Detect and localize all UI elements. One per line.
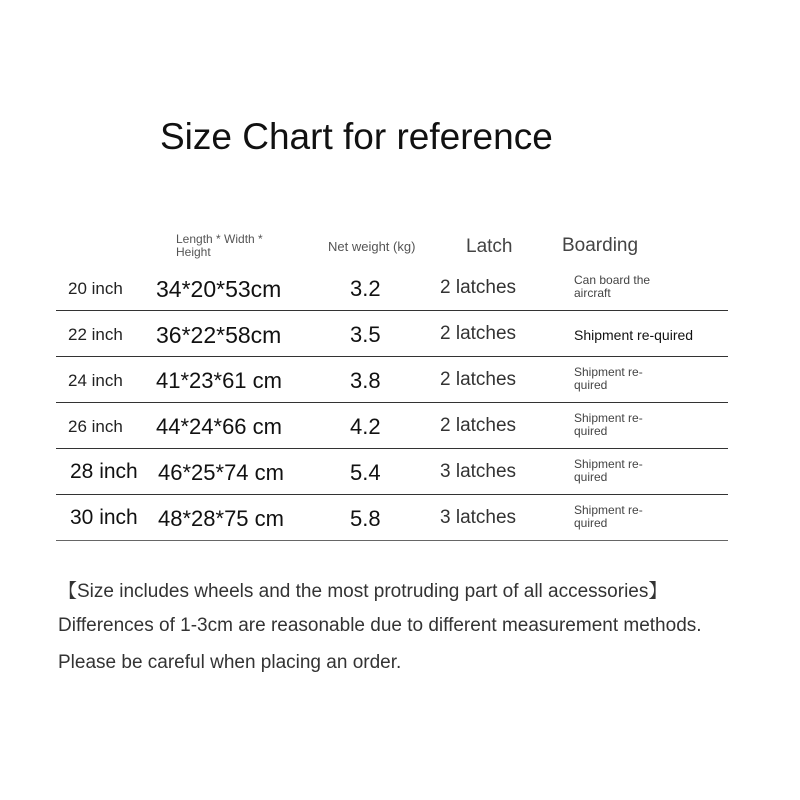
weight-cell: 5.4 — [350, 460, 381, 485]
weight-cell: 3.5 — [350, 322, 381, 347]
boarding-cell: Shipment re-quired — [574, 503, 643, 530]
size-table — [56, 265, 728, 541]
size-cell: 26 inch — [68, 417, 123, 436]
weight-cell: 4.2 — [350, 414, 381, 439]
boarding-cell: Shipment re-quired — [574, 327, 694, 343]
page-title: Size Chart for reference — [160, 116, 553, 157]
boarding-cell: Can board the aircraft — [574, 273, 651, 300]
table-row — [56, 495, 728, 541]
boarding-cell: Shipment re-quired — [574, 365, 643, 392]
dimensions-cell: 46*25*74 cm — [158, 460, 284, 485]
dimensions-cell: 36*22*58cm — [156, 322, 282, 348]
latch-cell: 2 latches — [440, 369, 517, 390]
boarding-cell: Shipment re-quired — [574, 411, 643, 438]
boarding-cell: Shipment re-quired — [574, 457, 643, 484]
note-careful: Please be careful when placing an order. — [58, 652, 402, 673]
table-row — [56, 403, 728, 449]
size-cell: 28 inch — [70, 460, 138, 483]
note-differences: Differences of 1-3cm are reasonable due to different measurement methods. — [58, 615, 702, 636]
table-row — [56, 311, 728, 357]
dimensions-cell: 48*28*75 cm — [158, 506, 284, 531]
size-cell: 30 inch — [70, 506, 138, 529]
size-cell: 24 inch — [68, 371, 123, 390]
weight-cell: 5.8 — [350, 506, 381, 531]
latch-cell: 3 latches — [440, 461, 517, 482]
header-weight: Net weight (kg) — [328, 239, 416, 254]
size-cell: 20 inch — [68, 279, 123, 298]
dimensions-cell: 41*23*61 cm — [156, 368, 282, 393]
header-latch: Latch — [466, 236, 513, 257]
latch-cell: 2 latches — [440, 277, 517, 298]
dimensions-cell: 44*24*66 cm — [156, 414, 282, 439]
weight-cell: 3.2 — [350, 276, 381, 301]
size-cell: 22 inch — [68, 325, 123, 344]
weight-cell: 3.8 — [350, 368, 381, 393]
table-row — [56, 449, 728, 495]
table-row — [56, 357, 728, 403]
dimensions-cell: 34*20*53cm — [156, 276, 282, 302]
header-boarding: Boarding — [562, 235, 639, 256]
note-size-includes: 【Size includes wheels and the most protruding part of all accessories】 — [58, 581, 668, 602]
header-dimensions: Length * Width * Height — [176, 232, 263, 259]
table-row — [56, 265, 728, 311]
latch-cell: 3 latches — [440, 507, 517, 528]
latch-cell: 2 latches — [440, 415, 517, 436]
latch-cell: 2 latches — [440, 323, 517, 344]
